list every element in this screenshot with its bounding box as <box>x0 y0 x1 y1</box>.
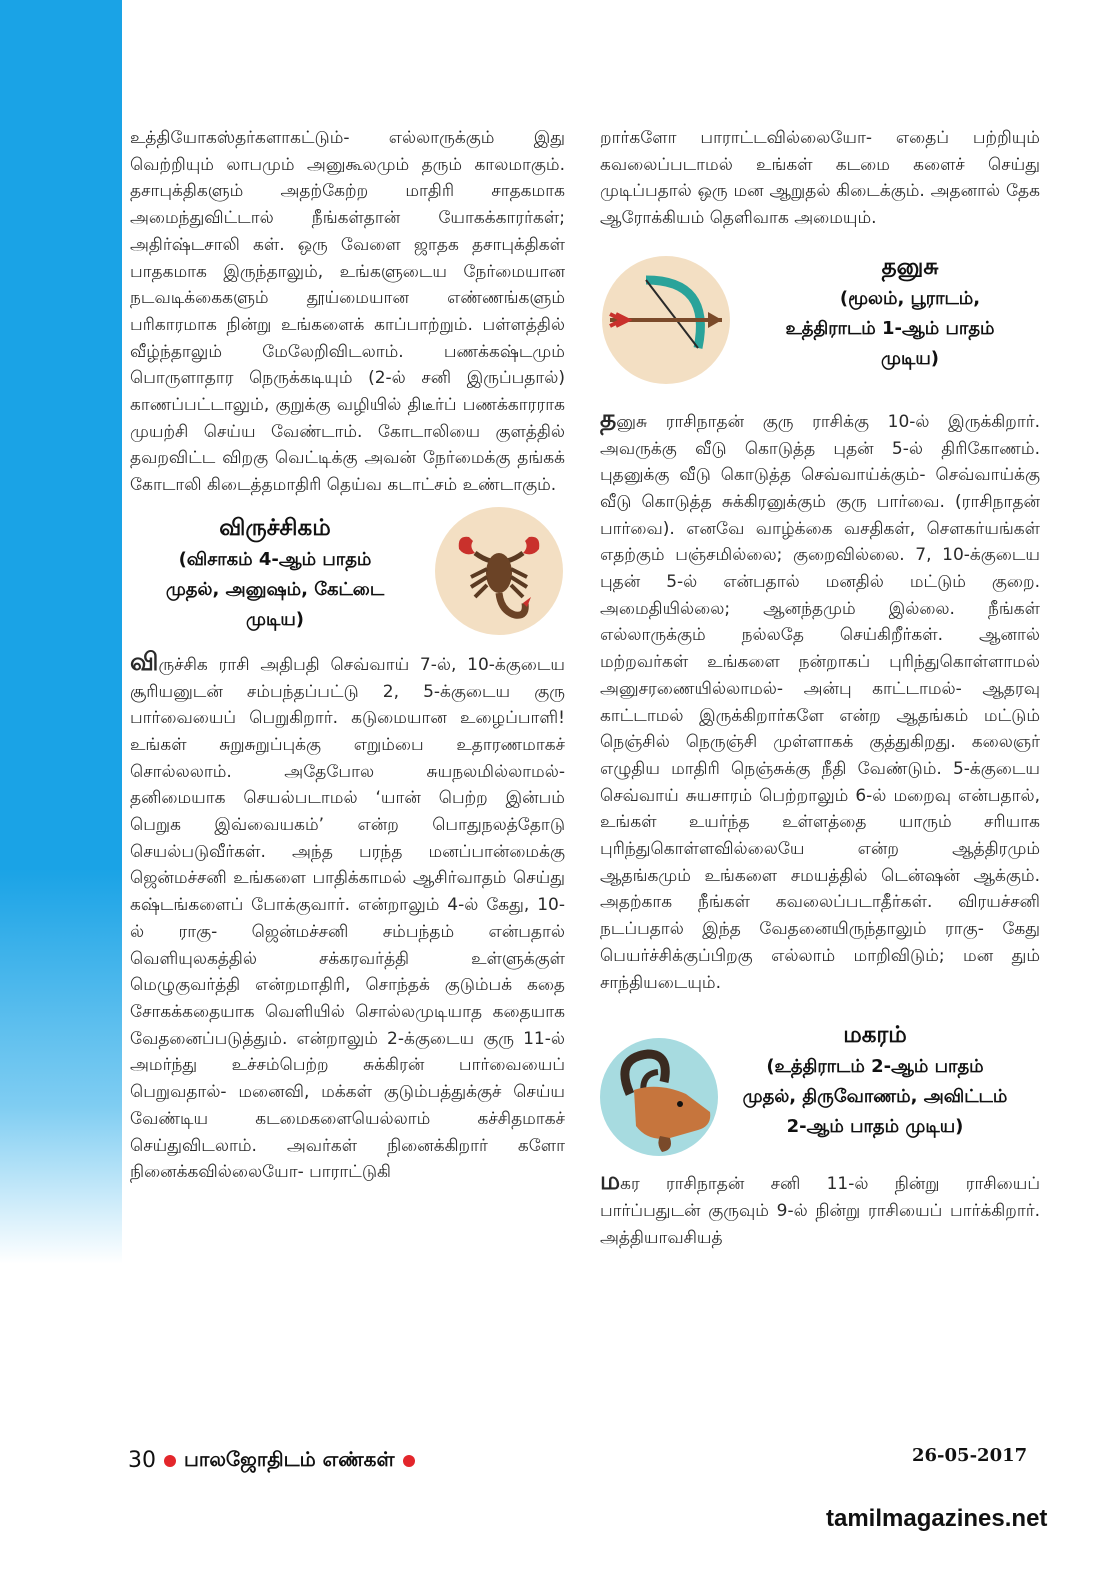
bow-arrow-icon <box>602 256 730 384</box>
dhanusu-dropcap: த <box>600 403 617 433</box>
dhanusu-section <box>600 250 1040 388</box>
magaram-sub-3: 2-ஆம் பாதம் முடிய) <box>786 1116 964 1138</box>
blue-side-strip <box>0 0 122 1580</box>
scorpion-icon <box>435 507 563 635</box>
footer-left <box>128 1447 415 1474</box>
viruchigam-paragraph <box>130 646 565 1186</box>
dhanusu-sub-2: உத்திராடம் 1-ஆம் பாதம் <box>785 317 995 339</box>
issue-date: 26-05-2017 <box>912 1445 1028 1466</box>
magaram-text: கர ராசிநாதன் சனி 11-ல் நின்று ராசியைப் பார்ப்பதுடன் குருவும் 9-ல் நின்று ராசியைப் பார்க்கிறார். அத்தியாவசியத் <box>600 1174 1040 1248</box>
magazine-name: பாலஜோதிடம் எண்கள் <box>184 1447 395 1471</box>
magaram-sub-1: (உத்திராடம் 2-ஆம் பாதம் <box>766 1056 984 1078</box>
magaram-heading <box>710 1018 1040 1142</box>
dhanusu-sub-3: முடிய) <box>881 347 939 369</box>
goat-icon <box>600 1038 718 1156</box>
viruchigam-sub-2: முதல், அனுஷம், கேட்டை <box>165 578 385 600</box>
bullet-icon <box>403 1455 415 1467</box>
page-number: 30 <box>128 1448 156 1473</box>
bullet-icon <box>164 1455 176 1467</box>
viruchigam-dropcap: வி <box>130 646 159 676</box>
dhanusu-heading <box>740 250 1040 374</box>
viruchigam-sub-3: முடிய) <box>246 608 304 630</box>
left-column <box>130 125 565 1186</box>
magaram-sub-2: முதல், திருவோணம், அவிட்டம் <box>742 1086 1008 1108</box>
viruchigam-title: விருச்சிகம் <box>219 514 331 541</box>
watermark: tamilmagazines.net <box>826 1505 1048 1532</box>
dhanusu-sub-1: (மூலம், பூராடம், <box>839 287 981 309</box>
dhanusu-paragraph <box>600 403 1040 996</box>
right-column <box>600 125 1040 1251</box>
magaram-title: மகரம் <box>843 1022 907 1049</box>
magaram-section <box>600 1018 1040 1158</box>
dhanusu-title: தனுசு <box>881 253 939 280</box>
magaram-paragraph <box>600 1168 1040 1251</box>
viruchigam-heading <box>130 511 420 635</box>
viruchigam-section <box>130 511 565 635</box>
viruchigam-sub-1: (விசாகம் 4-ஆம் பாதம் <box>178 548 372 570</box>
left-intro-paragraph: உத்தியோகஸ்தர்களாகட்டும்- எல்லாருக்கும் இது வெற்றியும் லாபமும் அனுகூலமும் தரும் காலமாகும். தசாபுக்திகளும் அதற்கேற்ற மாதிரி சாதகமாக அமைந்துவிட்டால் நீங்கள்தான் யோகக்காரர்கள்; அதிர்ஷ்டசாலி கள். ஒரு வேளை ஜாதக தசாபுக்திகள் பாதகமாக இருந்தாலும், உங்களுடைய நேர்மையான நடவடிக்கைகளும் தூய்மையான எண்ணங்களும் பரிகாரமாக நின்று உங்களைக் காப்பாற்றும். பள்ளத்தில் வீழ்ந்தாலும் மேலேறிவிடலாம். பணக்கஷ்டமும் பொருளாதார நெருக்கடியும் (2-ல் சனி இருப்பதால்) காணப்பட்டாலும், குறுக்கு வழியில் திடீர்ப் பணக்காரராக முயற்சி செய்ய வேண்டாம். கோடாலியை குளத்தில் தவறவிட்ட விறகு வெட்டிக்கு அவன் நேர்மைக்கு தங்கக் கோடாலி கிடைத்தமாதிரி தெய்வ கடாட்சம் உண்டாகும். <box>130 128 565 496</box>
viruchigam-text: ருச்சிக ராசி அதிபதி செவ்வாய் 7-ல், 10-க்குடைய சூரியனுடன் சம்பந்தப்பட்டு 2, 5-க்குடைய குரு பார்வையைப் பெறுகிறார். கடுமையான உழைப்பாளி! உங்கள் சுறுசுறுப்புக்கு எறும்பை உதாரணமாகச் சொல்லலாம். அதேபோல சுயநலமில்லாமல்- தனிமையாக செயல்படாமல் ‘யான் பெற்ற இன்பம் பெறுக இவ்வையகம்’ என்ற பொதுநலத்தோடு செயல்படுவீர்கள். அந்த பரந்த மனப்பான்மைக்கு ஜென்மச்சனி உங்களை பாதிக்காமல் ஆசிர்வாதம் செய்து கஷ்டங்களைப் போக்குவார். என்றாலும் 4-ல் கேது, 10-ல் ராகு- ஜென்மச்சனி சம்பந்தம் என்பதால் வெளியுலகத்தில் சக்கரவர்த்தி உள்ளுக்குள் மெழுகுவர்த்தி என்றமாதிரி, சொந்தக் குடும்பக் கதை சோகக்கதையாக வெளியில் சொல்லமுடியாத கதையாக வேதனைப்படுத்தும். என்றாலும் 2-க்குடைய குரு 11-ல் அமர்ந்து உச்சம்பெற்ற சுக்கிரன் பார்வையைப் பெறுவதால்- மனைவி, மக்கள் குடும்பத்துக்குச் செய்ய வேண்டிய கடமைகளையெல்லாம் கச்சிதமாகச் செய்துவிடலாம். அவர்கள் நினைக்கிறார் களோ நினைக்கவில்லையோ- பாராட்டுகி <box>130 654 565 1183</box>
dhanusu-text: னுசு ராசிநாதன் குரு ராசிக்கு 10-ல் இருக்கிறார். அவருக்கு வீடு கொடுத்த புதன் 5-ல் திரிகோணம். புதனுக்கு வீடு கொடுத்த செவ்வாய்க்கும்- செவ்வாய்க்கு வீடு கொடுத்த சுக்கிரனுக்கும் குரு பார்வை. (ராசிநாதன் பார்வை). எனவே வாழ்க்கை வசதிகள், சௌகர்யங்கள் எதற்கும் பஞ்சமில்லை; குறைவில்லை. 7, 10-க்குடைய புதன் 5-ல் என்பதால் மனதில் மட்டும் குறை. அமைதியில்லை; ஆனந்தமும் இல்லை. நீங்கள் எல்லாருக்கும் நல்லதே செய்கிறீர்கள். ஆனால் மற்றவர்கள் உங்களை நன்றாகப் புரிந்துகொள்ளாமல் அனுசரணையில்லாமல்- அன்பு காட்டாமல்- ஆதரவு காட்டாமல் இருக்கிறார்களே என்ற ஆதங்கம் மட்டும் நெஞ்சில் நெருஞ்சி முள்ளாகக் குத்துகிறது. கலைஞர் எழுதிய மாதிரி நெஞ்சுக்கு நீதி வேண்டும். 5-க்குடைய செவ்வாய் சுயசாரம் பெற்றாலும் 6-ல் மறைவு என்பதால், உங்கள் உயர்ந்த உள்ளத்தை யாரும் சரியாக புரிந்துகொள்ளவில்லையே என்ற ஆத்திரமும் ஆதங்கமும் உங்களை சமயத்தில் டென்ஷன் ஆக்கும். அதற்காக நீங்கள் கவலைப்படாதீர்கள். விரயச்சனி நடப்பதால் இந்த வேதனையிருந்தாலும் ராகு- கேது பெயர்ச்சிக்குப்பிறகு எல்லாம் மாறிவிடும்; மன தும் சாந்தியடையும். <box>600 411 1040 993</box>
magaram-dropcap: ம <box>600 1166 621 1196</box>
right-intro-paragraph: றார்களோ பாராட்டவில்லையோ- எதைப் பற்றியும் கவலைப்படாமல் உங்கள் கடமை களைச் செய்து முடிப்பதால் ஒரு மன ஆறுதல் கிடைக்கும். அதனால் தேக ஆரோக்கியம் தெளிவாக அமையும். <box>600 128 1040 229</box>
